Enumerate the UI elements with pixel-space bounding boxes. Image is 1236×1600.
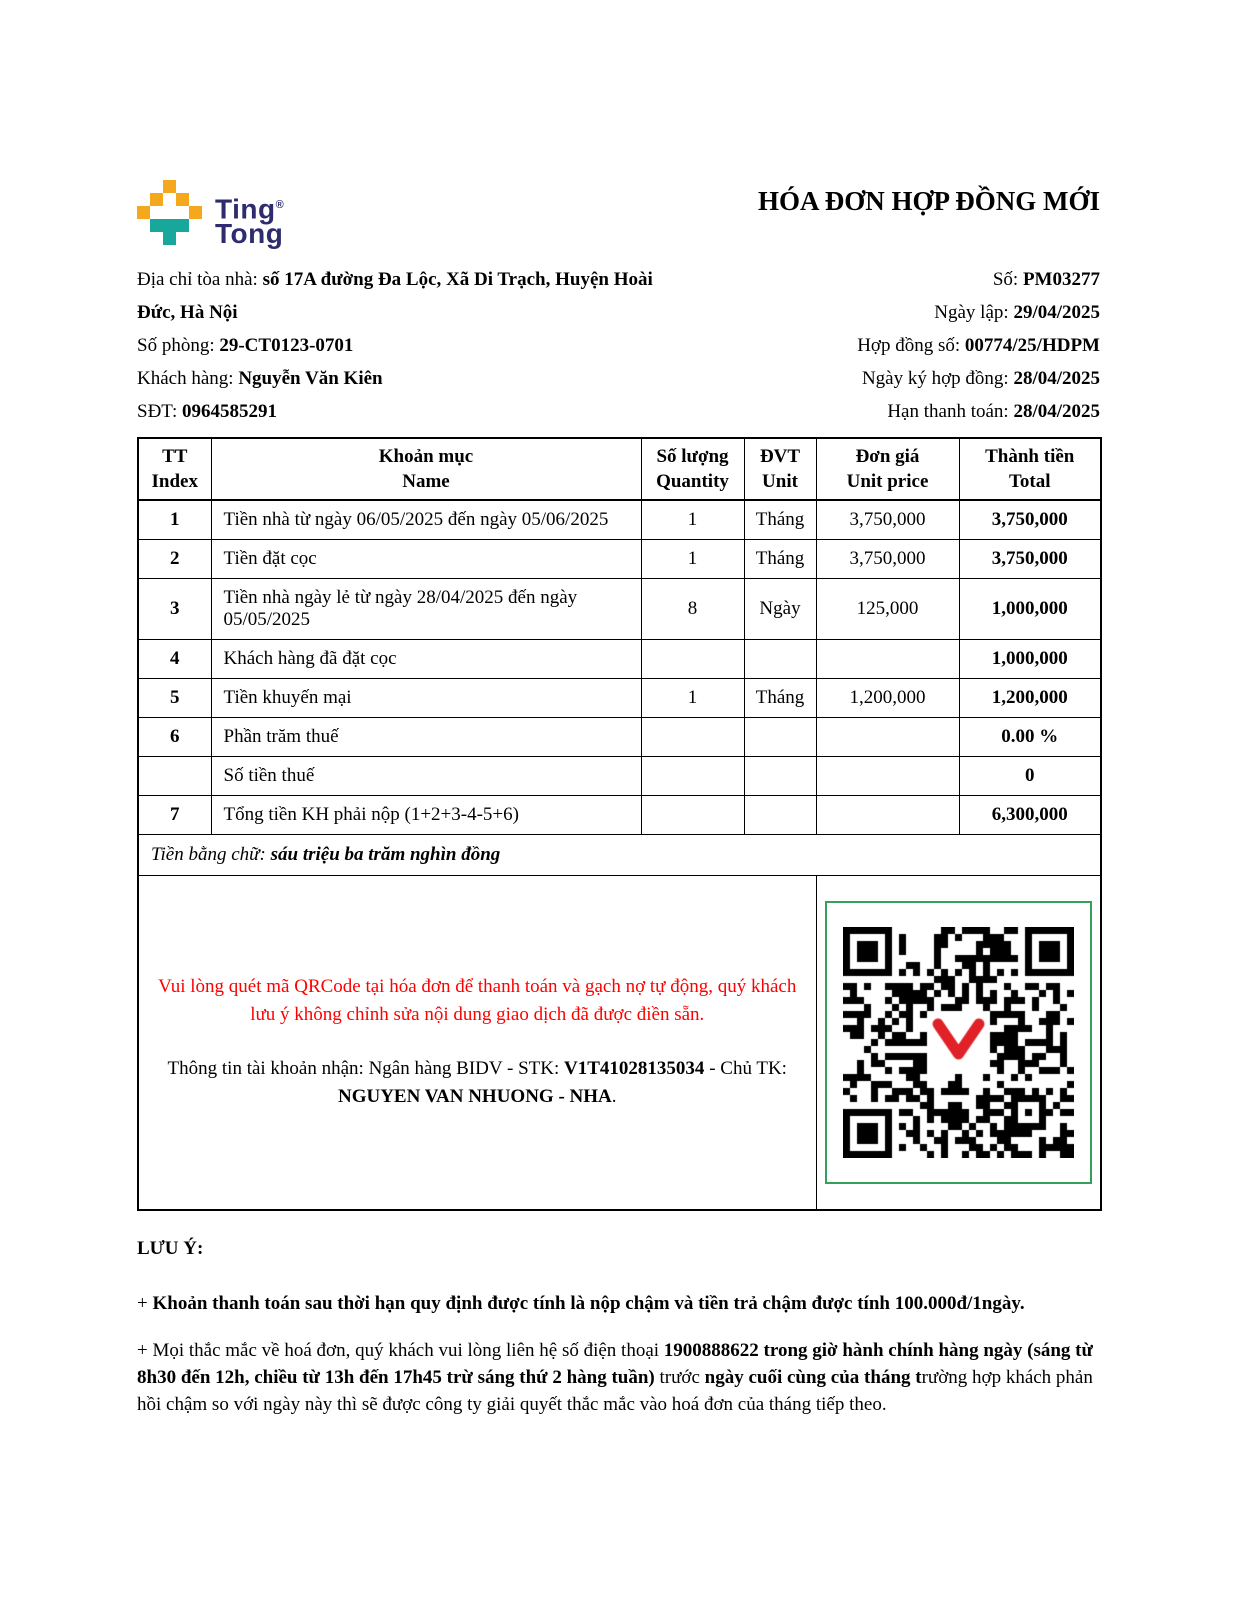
col-header-unit: ĐVT Unit [744, 438, 816, 500]
address-line2: Đức, Hà Nội [137, 302, 238, 323]
row-index-cell: 6 [138, 718, 211, 757]
row-index-cell: 3 [138, 579, 211, 640]
unit-cell [744, 640, 816, 679]
qr-payment-notice: Vui lòng quét mã QRCode tại hóa đơn để thanh toán và gạch nợ tự động, quý khách lưu ý không chỉnh sửa nội dung giao dịch đã được điền sẵn. [158, 976, 797, 1026]
table-row [138, 500, 1101, 540]
total-cell: 0 [959, 757, 1101, 796]
col-header-unit-price: Đơn giá Unit price [816, 438, 959, 500]
unit-price-cell: 125,000 [816, 579, 959, 640]
building-address [137, 263, 677, 329]
unit-cell: Ngày [744, 579, 816, 640]
qr-code-cell [816, 876, 1101, 1210]
customer-label: Khách hàng: [137, 368, 239, 389]
phone-value: 0964585291 [181, 401, 277, 422]
unit-price-cell: 3,750,000 [816, 500, 959, 540]
table-row [138, 718, 1101, 757]
item-name-cell: Tổng tiền KH phải nộp (1+2+3-4-5+6) [211, 796, 641, 835]
col-header-name: Khoản mục Name [211, 438, 641, 500]
item-name-cell: Số tiền thuế [211, 757, 641, 796]
row-index-cell: 4 [138, 640, 211, 679]
quantity-cell: 8 [641, 579, 744, 640]
amount-in-words-label: Tiền bằng chữ: [151, 844, 271, 865]
row-index-cell: 1 [138, 500, 211, 540]
issue-date: Ngày lập: 29/04/2025 [934, 302, 1100, 323]
tingtong-logo [137, 180, 285, 250]
customer-info [137, 263, 677, 428]
table-row [138, 796, 1101, 835]
bank-account-number: V1T41028135034 [564, 1058, 705, 1080]
quantity-cell [641, 757, 744, 796]
invoice-table [137, 437, 1102, 1211]
row-index-cell [138, 757, 211, 796]
tingtong-pixel-arrow-icon [137, 180, 202, 246]
unit-cell: Tháng [744, 540, 816, 579]
item-name-cell: Khách hàng đã đặt cọc [211, 640, 641, 679]
quantity-cell: 1 [641, 679, 744, 718]
item-name-cell: Tiền đặt cọc [211, 540, 641, 579]
item-name-cell: Phần trăm thuế [211, 718, 641, 757]
registered-mark: ® [275, 199, 285, 211]
invoice-meta [857, 263, 1100, 428]
payment-qr-code [843, 927, 1074, 1158]
tingtong-wordmark [215, 193, 285, 250]
item-name-cell: Tiền khuyến mại [211, 679, 641, 718]
item-name-cell: Tiền nhà ngày lẻ từ ngày 28/04/2025 đến ngày 05/05/2025 [211, 579, 641, 640]
col-header-total: Thành tiền Total [959, 438, 1101, 500]
total-cell: 3,750,000 [959, 500, 1101, 540]
unit-price-cell: 3,750,000 [816, 540, 959, 579]
unit-price-cell: 1,200,000 [816, 679, 959, 718]
unit-price-cell [816, 796, 959, 835]
amount-in-words-row [138, 835, 1101, 876]
room-value: 29-CT0123-0701 [219, 335, 354, 356]
payment-row [138, 876, 1101, 1210]
quantity-cell [641, 640, 744, 679]
quantity-cell: 1 [641, 540, 744, 579]
col-header-quantity: Số lượng Quantity [641, 438, 744, 500]
unit-cell: Tháng [744, 679, 816, 718]
address-label: Địa chỉ tòa nhà: [137, 269, 263, 290]
brand-name-line1: Ting [215, 193, 276, 225]
table-row [138, 640, 1101, 679]
invoice-number: Số: PM03277 [992, 269, 1100, 290]
total-cell: 1,000,000 [959, 579, 1101, 640]
bank-account-holder: NGUYEN VAN NHUONG - NHA [337, 1086, 612, 1108]
customer-phone [137, 395, 677, 428]
unit-cell [744, 718, 816, 757]
contract-sign-date: Ngày ký hợp đồng: 28/04/2025 [861, 368, 1100, 389]
quantity-cell [641, 796, 744, 835]
quantity-cell: 1 [641, 500, 744, 540]
col-header-index: TT Index [138, 438, 211, 500]
total-cell: 0.00 % [959, 718, 1101, 757]
payment-due-date: Hạn thanh toán: 28/04/2025 [887, 401, 1100, 422]
unit-price-cell [816, 640, 959, 679]
unit-price-cell [816, 757, 959, 796]
total-cell: 1,200,000 [959, 679, 1101, 718]
customer-value: Nguyễn Văn Kiên [238, 368, 383, 389]
table-row [138, 679, 1101, 718]
table-row [138, 540, 1101, 579]
row-index-cell: 5 [138, 679, 211, 718]
notes-heading: LƯU Ý: [137, 1238, 204, 1259]
item-name-cell: Tiền nhà từ ngày 06/05/2025 đến ngày 05/06/2025 [211, 500, 641, 540]
phone-label: SĐT: [137, 401, 182, 422]
room-label: Số phòng: [137, 335, 220, 356]
unit-price-cell [816, 718, 959, 757]
unit-cell [744, 796, 816, 835]
invoice-title: HÓA ĐƠN HỢP ĐỒNG MỚI [757, 186, 1100, 216]
bank-account-info: Thông tin tài khoản nhận: Ngân hàng BIDV - STK: V1T41028135034 - Chủ TK: NGUYEN VAN NHUONG - NHA. [167, 1058, 787, 1108]
total-cell: 6,300,000 [959, 796, 1101, 835]
total-cell: 3,750,000 [959, 540, 1101, 579]
payment-instructions-cell [138, 876, 816, 1210]
amount-in-words [138, 835, 1101, 876]
qr-code-frame [825, 901, 1092, 1184]
brand-name-line2: Tong [215, 218, 284, 250]
table-row [138, 579, 1101, 640]
quantity-cell [641, 718, 744, 757]
contract-number: Hợp đồng số: 00774/25/HDPM [857, 335, 1100, 356]
unit-cell [744, 757, 816, 796]
address-line1: số 17A đường Đa Lộc, Xã Di Trạch, Huyện Hoài [262, 269, 653, 290]
room-number [137, 329, 677, 362]
customer-name [137, 362, 677, 395]
total-cell: 1,000,000 [959, 640, 1101, 679]
amount-in-words-value: sáu triệu ba trăm nghìn đồng [270, 844, 501, 865]
contact-note: + Mọi thắc mắc về hoá đơn, quý khách vui lòng liên hệ số điện thoại 1900888622 trong giờ hành chính hàng ngày (sáng từ 8h30 đến 12h, chiều từ 13h đến 17h45 trừ sáng thứ 2 hàng tuần) trước ngày cuối cùng của tháng trường hợp khách phản hồi chậm so với ngày này thì sẽ được công ty giải quyết thắc mắc vào hoá đơn của tháng tiếp theo. [137, 1340, 1093, 1415]
late-payment-note: + Khoản thanh toán sau thời hạn quy định được tính là nộp chậm và tiền trả chậm được tính 100.000đ/1ngày. [137, 1293, 1025, 1314]
unit-cell: Tháng [744, 500, 816, 540]
notes-section [137, 1238, 1100, 1418]
row-index-cell: 7 [138, 796, 211, 835]
table-row [138, 757, 1101, 796]
row-index-cell: 2 [138, 540, 211, 579]
table-header-row [138, 438, 1101, 500]
invoice-info-block [137, 263, 1100, 428]
